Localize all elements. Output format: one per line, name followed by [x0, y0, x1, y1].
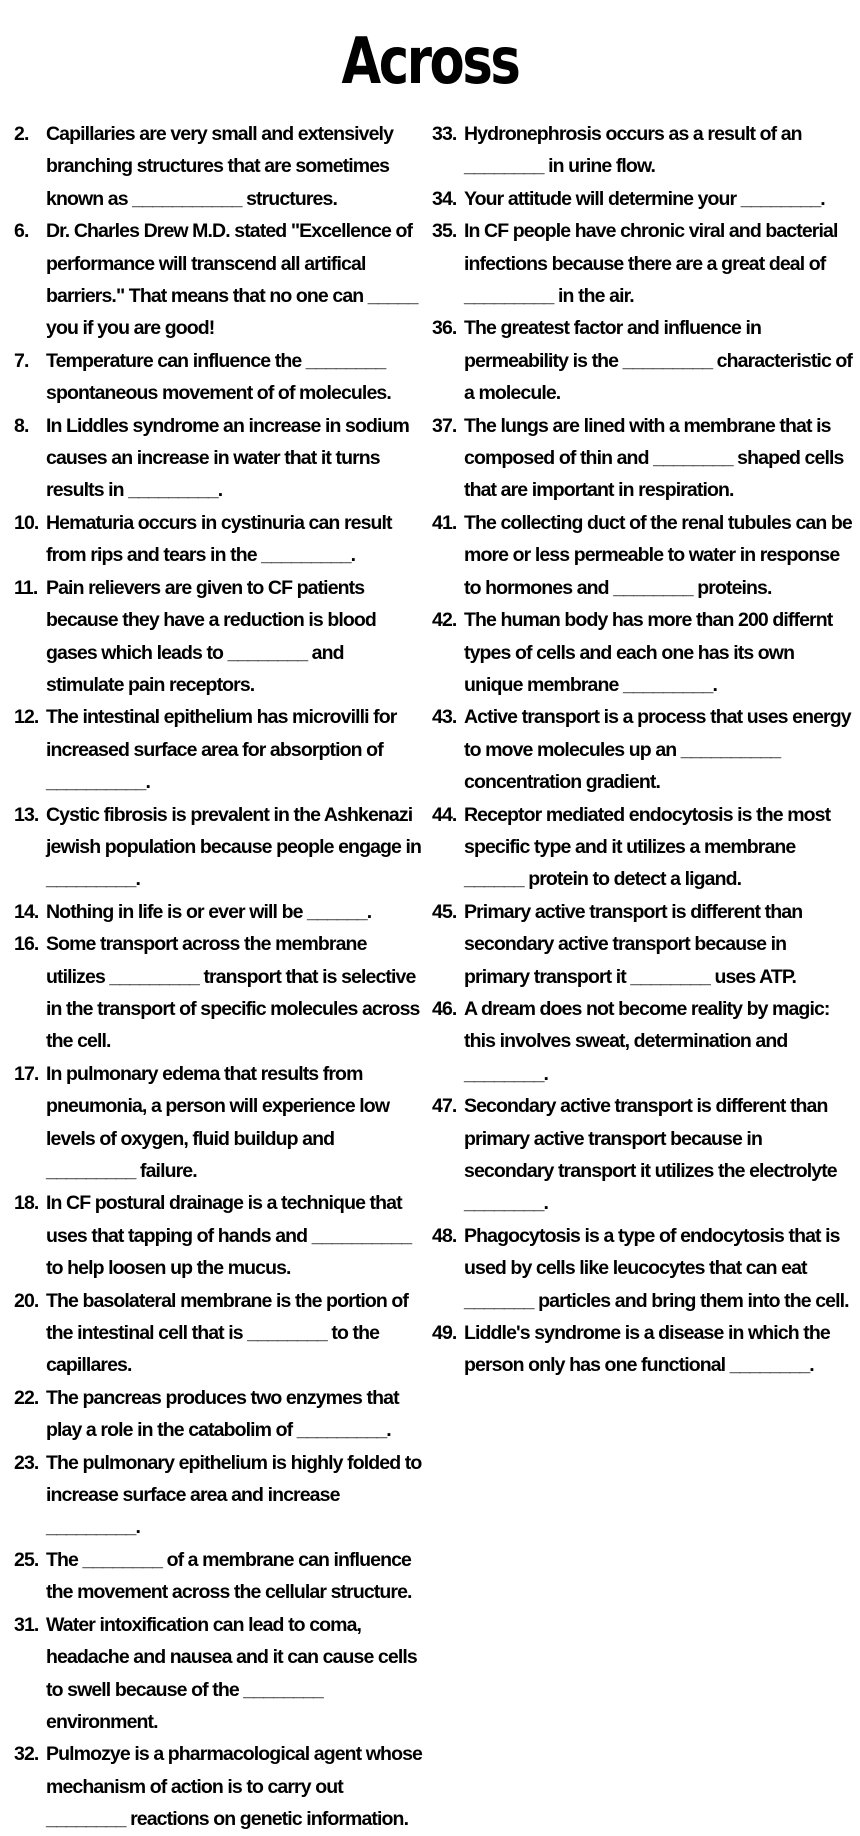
clue-text: The human body has more than 200 differnt types of cells and each one has its own unique membrane _________. — [464, 609, 833, 696]
clue-number: 36. — [432, 317, 457, 340]
clue-item — [432, 993, 852, 1090]
clue-item — [432, 701, 852, 798]
clue-number: 2. — [14, 123, 29, 145]
clue-number: 10. — [14, 511, 39, 534]
clue-number: 20. — [14, 1289, 39, 1312]
clue-item — [432, 799, 852, 896]
clue-item — [432, 215, 852, 312]
clue-text: Receptor mediated endocytosis is the most specific type and it utilizes a membrane ______ protein to detect a ligand. — [464, 803, 831, 891]
clue-number: 8. — [14, 414, 29, 437]
clue-text: Phagocytosis is a type of endocytosis that is used by cells like leucocytes that can eat _______ particles and bring them into the cell. — [464, 1224, 849, 1312]
clue-item — [14, 1187, 424, 1284]
clue-text: The lungs are lined with a membrane that is composed of thin and ________ shaped cells that are important in respiration. — [464, 414, 844, 502]
clue-number: 22. — [14, 1386, 39, 1409]
clue-number: 43. — [432, 706, 457, 729]
clue-text: Nothing in life is or ever will be ______. — [46, 900, 372, 923]
clue-text: In CF people have chronic viral and bacterial infections because there are a great deal of _________ in the air. — [464, 220, 838, 308]
clue-number: 16. — [14, 933, 39, 956]
clue-item — [14, 507, 424, 572]
clue-text: Dr. Charles Drew M.D. stated "Excellence of performance will transcend all artifical barriers." That means that no one can _____ you if you are good! — [46, 220, 418, 340]
clue-item — [14, 896, 424, 928]
clue-text: Liddle's syndrome is a disease in which the person only has one functional ________. — [464, 1322, 830, 1377]
clue-text: Some transport across the membrane utilizes _________ transport that is selective in the transport of specific molecules across the cell. — [46, 933, 420, 1053]
clue-item — [14, 572, 424, 702]
clue-number: 14. — [14, 900, 39, 923]
clue-text: Hydronephrosis occurs as a result of an ________ in urine flow. — [464, 123, 802, 178]
clue-number: 18. — [14, 1192, 39, 1215]
clue-text: Primary active transport is different than secondary active transport because in primary transport it ________ uses ATP. — [464, 900, 803, 988]
clue-item — [432, 896, 852, 993]
clue-item — [14, 1609, 424, 1739]
clue-text: Pulmozye is a pharmacological agent whose mechanism of action is to carry out ________ reactions on genetic information. — [46, 1743, 422, 1831]
clue-number: 35. — [432, 220, 457, 243]
clue-item — [14, 215, 424, 345]
clue-item — [432, 312, 852, 409]
clue-number: 44. — [432, 803, 457, 826]
clue-text: Temperature can influence the ________ spontaneous movement of of molecules. — [46, 349, 391, 405]
page-title: Across — [341, 25, 519, 99]
clue-text: The basolateral membrane is the portion of the intestinal cell that is ________ to the capillares. — [46, 1289, 409, 1377]
clue-text: Active transport is a process that uses energy to move molecules up an __________ concentration gradient. — [464, 706, 851, 794]
clue-item — [14, 928, 424, 1058]
clue-item — [432, 604, 852, 701]
clue-text: Water intoxification can lead to coma, headache and nausea and it can cause cells to swell because of the ________ environment. — [46, 1613, 417, 1733]
clue-text: In pulmonary edema that results from pneumonia, a person will experience low levels of oxygen, fluid buildup and _________ failure. — [46, 1062, 390, 1182]
clue-text: Secondary active transport is different than primary active transport because in secondary transport it utilizes the electrolyte ________. — [464, 1095, 837, 1215]
clue-number: 13. — [14, 803, 39, 826]
clue-item — [14, 799, 424, 896]
clue-number: 11. — [14, 576, 38, 599]
clue-number: 47. — [432, 1095, 457, 1118]
clue-item — [14, 701, 424, 798]
clue-item — [432, 1090, 852, 1220]
clue-text: The greatest factor and influence in permeability is the _________ characteristic of a molecule. — [464, 317, 853, 405]
clue-number: 42. — [432, 609, 457, 632]
clue-item — [432, 410, 852, 507]
clue-text: The pancreas produces two enzymes that play a role in the catabolim of _________. — [46, 1386, 399, 1442]
clue-text: The collecting duct of the renal tubules can be more or less permeable to water in response to hormones and ________ proteins. — [464, 511, 852, 599]
clue-item — [432, 118, 852, 183]
clue-number: 17. — [14, 1062, 39, 1085]
clue-text: Hematuria occurs in cystinuria can result from rips and tears in the _________. — [46, 511, 392, 567]
clue-item — [432, 1317, 852, 1382]
clue-number: 25. — [14, 1548, 39, 1571]
clue-text: The ________ of a membrane can influence the movement across the cellular structure. — [46, 1548, 412, 1604]
clue-text: The pulmonary epithelium is highly folded to increase surface area and increase _________. — [46, 1451, 422, 1539]
clue-item — [14, 345, 424, 410]
clue-text: Cystic fibrosis is prevalent in the Ashkenazi jewish population because people engage in _________. — [46, 803, 422, 891]
clue-item — [14, 1544, 424, 1609]
clue-number: 46. — [432, 997, 457, 1020]
clue-number: 12. — [14, 706, 39, 729]
clue-item — [14, 410, 424, 507]
clue-number: 37. — [432, 414, 457, 437]
clue-item — [14, 1058, 424, 1188]
clue-column-right — [432, 118, 852, 1382]
clue-number: 41. — [432, 511, 457, 534]
clue-item — [14, 118, 424, 215]
clue-number: 48. — [432, 1224, 457, 1247]
clue-text: The intestinal epithelium has microvilli for increased surface area for absorption of __________. — [46, 706, 397, 794]
clue-number: 45. — [432, 900, 457, 923]
clue-text: Your attitude will determine your ________. — [464, 187, 825, 210]
clue-number: 7. — [14, 349, 29, 372]
clue-item — [14, 1738, 424, 1835]
clue-number: 33. — [432, 123, 457, 145]
clue-number: 23. — [14, 1451, 39, 1474]
clue-item — [432, 1220, 852, 1317]
clue-text: In Liddles syndrome an increase in sodium causes an increase in water that it turns results in _________. — [46, 414, 409, 502]
clue-column-left — [14, 118, 424, 1836]
clue-item — [14, 1285, 424, 1382]
clue-number: 32. — [14, 1743, 39, 1766]
clue-item — [432, 507, 852, 604]
clue-item — [14, 1447, 424, 1544]
clue-number: 31. — [14, 1613, 39, 1636]
clue-number: 6. — [14, 220, 29, 243]
clue-text: In CF postural drainage is a technique that uses that tapping of hands and __________ to help loosen up the mucus. — [46, 1192, 412, 1280]
clue-number: 49. — [432, 1322, 457, 1345]
clue-text: Pain relievers are given to CF patients because they have a reduction is blood gases which leads to ________ and stimulate pain receptors. — [46, 576, 376, 696]
clue-item — [14, 1382, 424, 1447]
clue-text: Capillaries are very small and extensively branching structures that are sometimes known as ___________ structures. — [46, 123, 394, 210]
clue-text: A dream does not become reality by magic: this involves sweat, determination and ________. — [464, 997, 830, 1085]
clue-item — [432, 183, 852, 215]
clue-number: 34. — [432, 187, 457, 210]
